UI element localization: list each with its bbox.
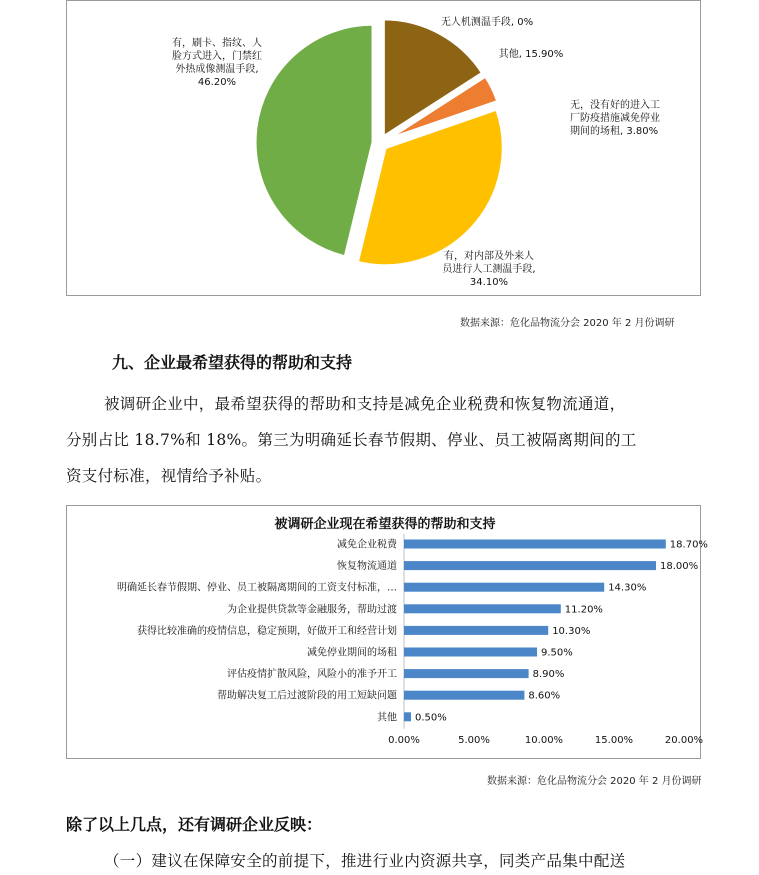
category-label: 评估疫情扩散风险，风险小的准予开工 <box>227 669 397 681</box>
bar <box>404 712 411 721</box>
x-tick-label: 15.00% <box>594 734 634 746</box>
bar-value-label: 9.50% <box>541 647 573 659</box>
category-label: 帮助解决复工后过渡阶段的用工短缺问题 <box>217 690 397 702</box>
bar-value-label: 10.30% <box>552 625 591 637</box>
pie-slice-label: 有，对内部及外来人员进行人工测温手段, 34.10% <box>442 251 536 288</box>
bar-source-note: 数据来源：危化品物流分会 2020 年 2 月份调研 <box>487 776 702 787</box>
x-tick-label: 5.00% <box>458 734 490 746</box>
category-label: 恢复物流通道 <box>337 561 397 573</box>
category-label: 为企业提供贷款等金融服务，帮助过渡 <box>227 604 397 616</box>
pie-slice-label: 无人机测温手段, 0% <box>440 17 534 28</box>
pie-chart-frame <box>66 0 701 296</box>
section-title: 九、企业最希望获得的帮助和支持 <box>112 353 353 372</box>
pie-slice-label: 其他, 15.90% <box>498 49 564 60</box>
bar-value-label: 8.90% <box>532 669 565 681</box>
bar-value-label: 8.60% <box>528 690 561 702</box>
x-tick-label: 10.00% <box>524 734 564 746</box>
bar-value-label: 18.70% <box>669 539 708 551</box>
bar <box>404 691 524 700</box>
pie-slice-label: 无，没有好的进入工厂防疫措施减免停业期间的场租, 3.80% <box>570 100 660 137</box>
bar-chart-frame <box>66 505 708 759</box>
category-label: 明确延长春节假期、停业、员工被隔离期间的工资支付标准，… <box>117 582 397 594</box>
bar <box>404 540 666 549</box>
category-label: 获得比较准确的疫情信息，稳定预期，好做开工和经营计划 <box>137 625 397 637</box>
bar <box>404 604 561 613</box>
pie-source-note: 数据来源：危化品物流分会 2020 年 2 月份调研 <box>460 318 675 329</box>
pie-slice <box>357 109 503 266</box>
tail-title: 除了以上几点，还有调研企业反映： <box>66 815 323 834</box>
bar-value-label: 11.20% <box>564 604 603 616</box>
bar-value-label: 18.00% <box>660 561 699 573</box>
pie-chart <box>67 1 702 297</box>
paragraph-line-1: 被调研企业中，最希望获得的帮助和支持是减免企业税费和恢复物流通道， <box>104 395 626 413</box>
bar-chart-title: 被调研企业现在希望获得的帮助和支持 <box>274 517 496 532</box>
tail-paragraph: （一）建议在保障安全的前提下，推进行业内资源共享，同类产品集中配送 <box>104 852 626 870</box>
category-label: 其他 <box>377 712 397 724</box>
bar <box>404 626 548 635</box>
pie-slice <box>255 24 373 257</box>
pie-slice-label: 有，刷卡、指纹、人脸方式进入，门禁红外热成像测温手段, 46.20% <box>172 38 262 88</box>
bar-value-label: 14.30% <box>608 582 647 594</box>
x-tick-label: 0.00% <box>388 734 420 746</box>
category-label: 减免停业期间的场租 <box>307 647 397 659</box>
bar <box>404 583 604 592</box>
paragraph-line-3: 资支付标准，视情给予补贴。 <box>66 467 272 485</box>
bar-chart <box>67 506 708 760</box>
category-label: 减免企业税费 <box>337 539 397 551</box>
bar <box>404 648 537 657</box>
bar-value-label: 0.50% <box>415 712 447 724</box>
bar <box>404 669 529 678</box>
bar <box>404 561 656 570</box>
paragraph-line-2: 分别占比 18.7%和 18%。第三为明确延长春节假期、停业、员工被隔离期间的工 <box>66 431 637 449</box>
x-tick-label: 20.00% <box>664 734 704 746</box>
